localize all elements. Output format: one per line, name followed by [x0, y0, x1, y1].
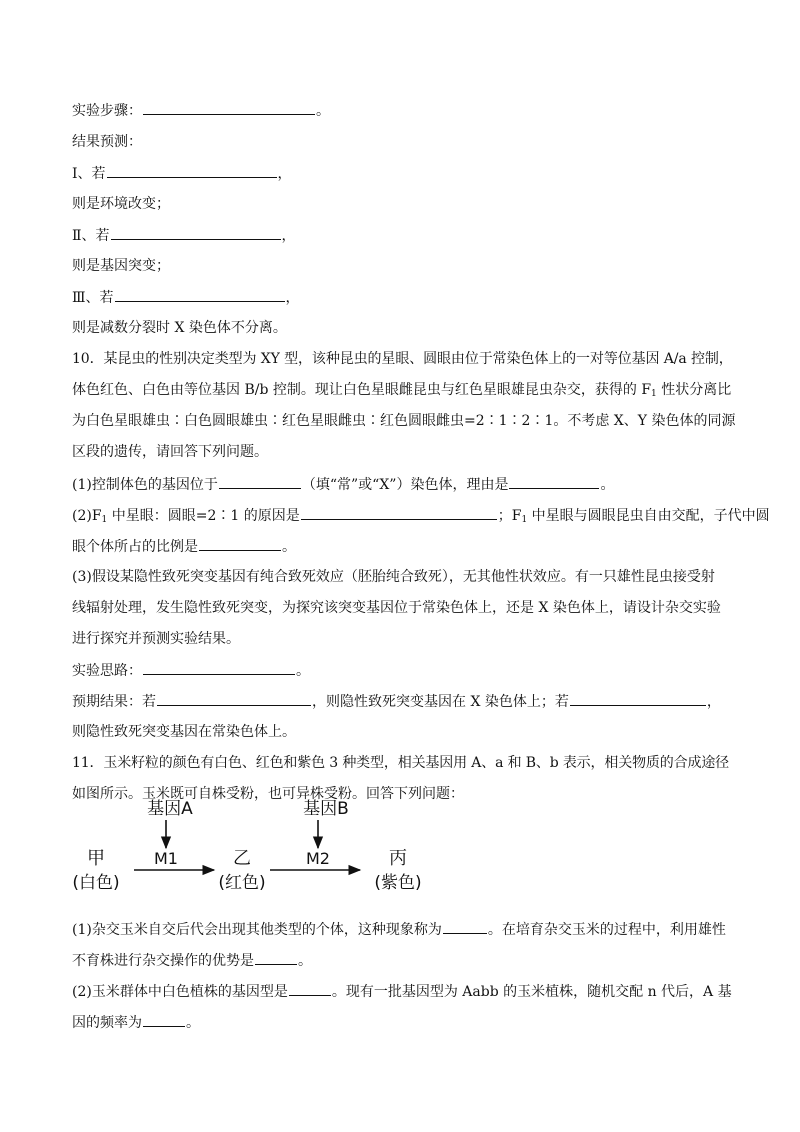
text: (2)F [72, 508, 102, 524]
text: 。现有一批基因型为 Aabb 的玉米植株，随机交配 n 代后，A 基 [331, 984, 732, 1000]
gene-b-label: 基因B [303, 799, 349, 819]
line-env-change [72, 194, 170, 214]
text: 。在培育杂交玉米的过程中，利用雄性 [487, 922, 726, 938]
text: 眼个体所占的比例是 [72, 539, 198, 555]
punct: 。 [316, 103, 330, 119]
q10-stem-2 [72, 380, 731, 404]
q10-part-2-cont [72, 536, 296, 557]
text: 体色红色、白色由等位基因 B/b 控制。现让白色星眼雌昆虫与红色星眼雄昆虫杂交，获得的 F [72, 382, 652, 398]
label: Ⅱ、若 [72, 228, 110, 244]
q10-stem-3 [72, 411, 735, 431]
text: （填“常”或“X”）染色体，理由是 [301, 477, 509, 493]
text: ；F [497, 508, 522, 524]
text: 10．某昆虫的性别决定类型为 XY 型，该种昆虫的星眼、圆眼由位于常染色体上的一对等位基因 A/a 控制， [72, 351, 733, 367]
text: 为白色星眼雄虫∶白色圆眼雄虫∶红色星眼雌虫∶红色圆眼雌虫=2∶1∶2∶1。不考虑 X、Y 染色体的同源 [72, 413, 736, 429]
text: 则是减数分裂时 X 染色体不分离。 [72, 320, 287, 336]
q10-part-3-3 [72, 629, 240, 649]
text: 则隐性致死突变基因在常染色体上。 [72, 724, 296, 740]
text: 则是基因突变； [72, 258, 170, 274]
q11-part-1-cont [72, 950, 312, 971]
answer-blank[interactable] [143, 1012, 185, 1027]
label: 预期结果：若 [72, 694, 156, 710]
answer-blank[interactable] [157, 691, 311, 706]
text: 中星眼与圆眼昆虫自由交配，子代中圆 [527, 508, 770, 524]
label: 实验步骤： [72, 103, 142, 119]
q11-part-1 [72, 919, 726, 940]
text: 性状分离比 [656, 382, 732, 398]
text: (2)玉米群体中白色植株的基因型是 [72, 984, 288, 1000]
q10-part-1 [72, 474, 614, 495]
punct: 。 [282, 539, 296, 555]
q11-part-2-cont [72, 1012, 200, 1033]
text: (1)控制体色的基因位于 [72, 477, 218, 493]
q10-part-3-conclusion [72, 722, 296, 742]
answer-blank[interactable] [301, 505, 497, 520]
line-nondisjunction [72, 318, 287, 338]
bing-color: (紫色) [374, 873, 422, 893]
label: Ⅲ、若 [72, 290, 114, 306]
line-experiment-steps [72, 100, 330, 121]
gene-a-label: 基因A [147, 799, 193, 819]
text: 不育株进行杂交操作的优势是 [72, 953, 254, 969]
punct: ， [277, 166, 292, 182]
line-case-1 [72, 163, 292, 184]
answer-blank[interactable] [443, 919, 487, 934]
text: ，则隐性致死突变基因在 X 染色体上；若 [312, 694, 569, 710]
bing-label: 丙 [389, 848, 407, 869]
punct: 。 [186, 1015, 200, 1031]
q11-stem-1 [72, 753, 729, 773]
text: (3)假设某隐性致死突变基因有纯合致死效应（胚胎纯合致死），无其他性状效应。有一只雄性昆虫接受射 [72, 569, 715, 585]
answer-blank[interactable] [111, 225, 281, 240]
subscript: 1 [101, 515, 108, 525]
label: 实验思路： [72, 663, 142, 679]
line-gene-mutation [72, 256, 170, 276]
answer-blank[interactable] [255, 950, 297, 965]
q10-part-2 [72, 505, 770, 530]
q10-stem-4 [72, 442, 268, 462]
synthesis-pathway-diagram [60, 798, 480, 908]
text: 中星眼：圆眼=2∶1 的原因是 [107, 508, 300, 524]
punct: 。 [600, 477, 615, 493]
answer-blank[interactable] [289, 981, 331, 996]
text: 线辐射处理，发生隐性致死突变，为探究该突变基因位于常染色体上，还是 X 染色体上，请设计杂交实验 [72, 600, 721, 616]
yi-label: 乙 [233, 848, 251, 869]
punct: ， [281, 228, 296, 244]
answer-blank[interactable] [115, 287, 285, 302]
text: 则是环境改变； [72, 196, 170, 212]
text: (1)杂交玉米自交后代会出现其他类型的个体，这种现象称为 [72, 922, 442, 938]
q10-part-3-expected [72, 691, 721, 712]
line-case-2 [72, 225, 296, 246]
jia-color: (白色) [72, 873, 120, 893]
answer-blank[interactable] [143, 100, 315, 115]
yi-color: (红色) [218, 873, 266, 893]
answer-blank[interactable] [199, 536, 281, 551]
jia-label: 甲 [87, 848, 105, 869]
q10-part-3-idea [72, 660, 310, 681]
subscript: 1 [651, 389, 657, 399]
text: 因的频率为 [72, 1015, 142, 1031]
answer-blank[interactable] [570, 691, 706, 706]
text: 进行探究并预测实验结果。 [72, 631, 240, 647]
line-result-prediction [72, 132, 142, 152]
m2-label: M2 [306, 849, 330, 868]
text: 如图所示。玉米既可自株受粉，也可异株受粉。回答下列问题： [72, 786, 464, 802]
label: 结果预测： [72, 134, 142, 150]
q10-part-3-1 [72, 567, 715, 587]
answer-blank[interactable] [219, 474, 301, 489]
label: Ⅰ、若 [72, 166, 106, 182]
text: 区段的遗传，请回答下列问题。 [72, 444, 268, 460]
line-case-3 [72, 287, 300, 308]
q11-part-2 [72, 981, 732, 1002]
subscript: 1 [521, 515, 528, 525]
punct: ， [285, 290, 300, 306]
q10-part-3-2 [72, 598, 721, 618]
text: 11．玉米籽粒的颜色有白色、红色和紫色 3 种类型，相关基因用 A、a 和 B、b 表示，相关物质的合成途径 [72, 755, 730, 771]
m1-label: M1 [154, 849, 178, 868]
answer-blank[interactable] [107, 163, 277, 178]
punct: ， [706, 694, 721, 710]
punct: 。 [296, 663, 310, 679]
punct: 。 [298, 953, 312, 969]
answer-blank[interactable] [509, 474, 599, 489]
answer-blank[interactable] [143, 660, 295, 675]
q10-stem-1 [72, 349, 733, 369]
